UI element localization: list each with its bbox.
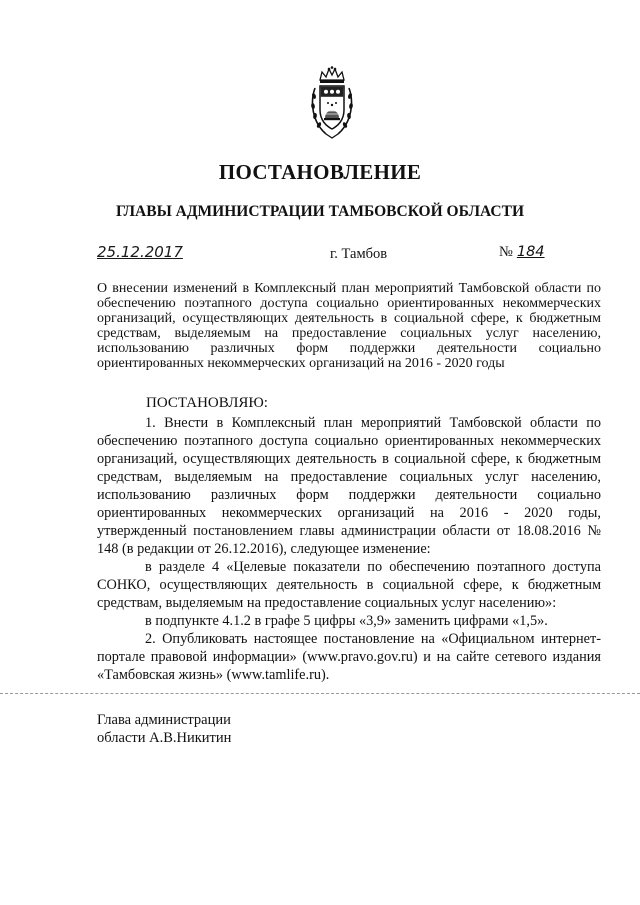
signature-block <box>97 711 231 747</box>
decree-word: ПОСТАНОВЛЯЮ: <box>146 395 268 411</box>
paragraph-item-1: 1. Внести в Комплексный план мероприятий Тамбовской области по обеспечению поэтапного доступа социально ориентированных некоммерческих организаций, осуществляющих деятельность в социальной сфере, к бюджетным средствам, выделяемым на предоставление социальных услуг населению, использованию различных форм поддержки деятельности социально ориентированных некоммерческих организаций на 2016 - 2020 годы, утвержденный постановлением главы администрации области от 18.08.2016 № 148 (в редакции от 26.12.2016), следующее изменение: <box>97 415 601 557</box>
paragraph-subitem-4-1-2: в подпункте 4.1.2 в графе 5 цифры «3,9» заменить цифрами «1,5». <box>145 613 548 629</box>
issuer-line: ГЛАВЫ АДМИНИСТРАЦИИ ТАМБОВСКОЙ ОБЛАСТИ <box>115 203 525 220</box>
number-sign: № <box>499 244 513 260</box>
document-title: ПОСТАНОВЛЕНИЕ <box>218 160 422 184</box>
tambov-coat-of-arms-icon <box>308 66 356 140</box>
document-body <box>97 414 601 684</box>
paragraph-section-4: в разделе 4 «Целевые показатели по обеспечению поэтапного доступа СОНКО, осуществляющих деятельность в социальной сфере, к бюджетным средствам, выделяемым на предоставление социальных услуг населению»: <box>97 559 601 611</box>
document-number <box>499 244 545 261</box>
signature-line-2: области А.В.Никитин <box>97 730 232 746</box>
paragraph-item-2: 2. Опубликовать настоящее постановление на «Официальном интернет-портале правовой информации» (www.pravo.gov.ru) и на сайте сетевого издания «Тамбовская жизнь» (www.tamlife.ru). <box>97 631 601 683</box>
number-value: 184 <box>516 244 545 260</box>
document-date: 25.12.2017 <box>97 243 183 261</box>
document-subject: О внесении изменений в Комплексный план мероприятий Тамбовской области по обеспечению поэтапного доступа социально ориентированных некоммерческих организаций, осуществляющих деятельность в социальной сфере, к бюджетным средствам, выделяемым на предоставление социальных услуг населению, использованию различных форм поддержки деятельности социально ориентированных некоммерческих организаций на 2016 - 2020 годы <box>97 281 601 371</box>
document-city: г. Тамбов <box>330 246 388 262</box>
signature-line-1: Глава администрации <box>97 712 231 728</box>
scan-dotted-line <box>0 693 640 694</box>
